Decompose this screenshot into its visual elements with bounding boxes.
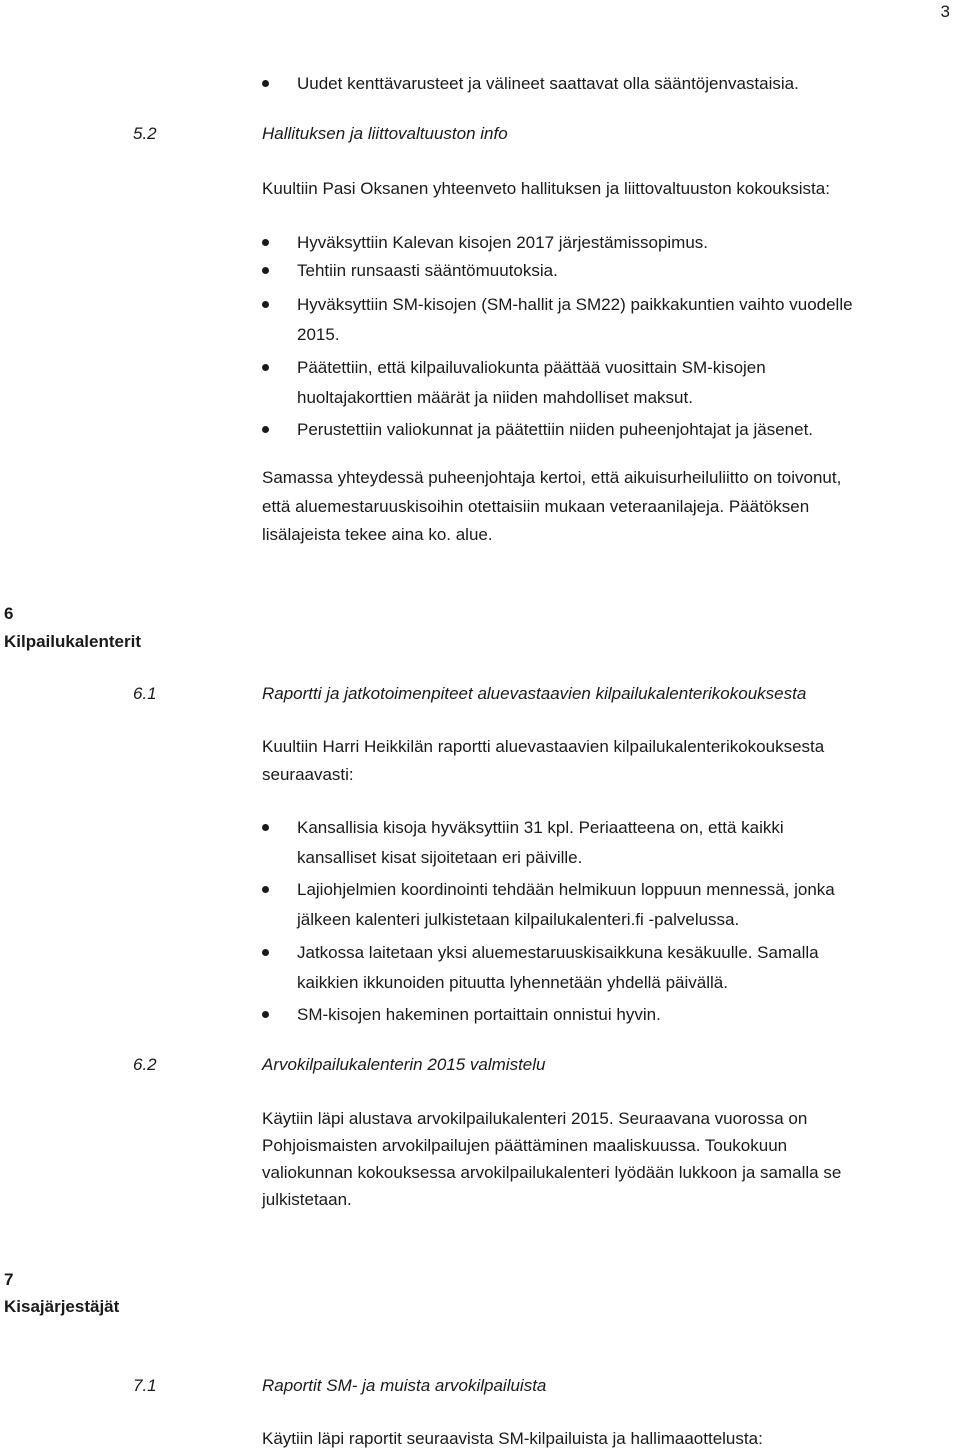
- list-item-continued: 2015.: [297, 325, 340, 344]
- section-number: 6.2: [133, 1055, 157, 1074]
- section-title: Arvokilpailukalenterin 2015 valmistelu: [262, 1055, 546, 1074]
- section-title: Raportit SM- ja muista arvokilpailuista: [262, 1376, 547, 1395]
- section-title: Raportti ja jatkotoimenpiteet aluevastaavien kilpailukalenterikokouksesta: [262, 684, 807, 703]
- paragraph-line: seuraavasti:: [262, 765, 354, 784]
- paragraph-line: Samassa yhteydessä puheenjohtaja kertoi, että aikuisurheiluliitto on toivonut,: [262, 468, 842, 487]
- paragraph-line: Kuultiin Harri Heikkilän raportti aluevastaavien kilpailukalenterikokouksesta: [262, 737, 825, 756]
- paragraph-line: valiokunnan kokouksessa arvokilpailukalenteri lyödään lukkoon ja samalla se: [262, 1163, 842, 1182]
- paragraph-line: Käytiin läpi alustava arvokilpailukalenteri 2015. Seuraavana vuorossa on: [262, 1109, 808, 1128]
- paragraph: Käytiin läpi raportit seuraavista SM-kilpailuista ja hallimaaottelusta:: [262, 1429, 763, 1448]
- list-item: Uudet kenttävarusteet ja välineet saattavat olla sääntöjenvastaisia.: [297, 74, 799, 93]
- page-number: 3: [940, 2, 950, 21]
- bullet-marker: [262, 824, 269, 831]
- chapter-title: Kisajärjestäjät: [4, 1297, 120, 1316]
- list-item: Jatkossa laitetaan yksi aluemestaruuskisaikkuna kesäkuulle. Samalla: [297, 943, 819, 962]
- section-title: Hallituksen ja liittovaltuuston info: [262, 124, 508, 143]
- bullet-marker: [262, 886, 269, 893]
- bullet-marker: [262, 949, 269, 956]
- list-item: Hyväksyttiin Kalevan kisojen 2017 järjestämissopimus.: [297, 233, 709, 252]
- bullet-marker: [262, 267, 269, 274]
- list-item-continued: kaikkien ikkunoiden pituutta lyhennetään yhdellä päivällä.: [297, 973, 728, 992]
- bullet-marker: [262, 1011, 269, 1018]
- chapter-number: 7: [4, 1270, 14, 1289]
- section-number: 7.1: [133, 1376, 157, 1395]
- list-item: Hyväksyttiin SM-kisojen (SM-hallit ja SM22) paikkakuntien vaihto vuodelle: [297, 295, 853, 314]
- paragraph-line: Pohjoismaisten arvokilpailujen päättäminen maaliskuussa. Toukokuun: [262, 1136, 788, 1155]
- chapter-number: 6: [4, 604, 14, 623]
- bullet-marker: [262, 426, 269, 433]
- list-item-continued: huoltajakorttien määrät ja niiden mahdolliset maksut.: [297, 388, 693, 407]
- bullet-marker: [262, 80, 269, 87]
- section-number: 6.1: [133, 684, 157, 703]
- list-item: Päätettiin, että kilpailuvaliokunta päättää vuosittain SM-kisojen: [297, 358, 766, 377]
- list-item: Lajiohjelmien koordinointi tehdään helmikuun loppuun mennessä, jonka: [297, 880, 835, 899]
- paragraph-line: että aluemestaruuskisoihin otettaisiin mukaan veteraanilajeja. Päätöksen: [262, 497, 810, 516]
- list-item: Tehtiin runsaasti sääntömuutoksia.: [297, 261, 558, 280]
- section-number: 5.2: [133, 124, 157, 143]
- bullet-marker: [262, 364, 269, 371]
- chapter-title: Kilpailukalenterit: [4, 632, 141, 651]
- list-item: SM-kisojen hakeminen portaittain onnistui hyvin.: [297, 1005, 661, 1024]
- list-item-continued: kansalliset kisat sijoitetaan eri päiville.: [297, 848, 583, 867]
- list-item-continued: jälkeen kalenteri julkistetaan kilpailukalenteri.fi -palvelussa.: [297, 910, 740, 929]
- paragraph-line: lisälajeista tekee aina ko. alue.: [262, 525, 493, 544]
- paragraph: Kuultiin Pasi Oksanen yhteenveto hallituksen ja liittovaltuuston kokouksista:: [262, 179, 830, 198]
- list-item: Kansallisia kisoja hyväksyttiin 31 kpl. Periaatteena on, että kaikki: [297, 818, 784, 837]
- paragraph-line: julkistetaan.: [262, 1190, 352, 1209]
- list-item: Perustettiin valiokunnat ja päätettiin niiden puheenjohtajat ja jäsenet.: [297, 420, 814, 439]
- bullet-marker: [262, 239, 269, 246]
- bullet-marker: [262, 301, 269, 308]
